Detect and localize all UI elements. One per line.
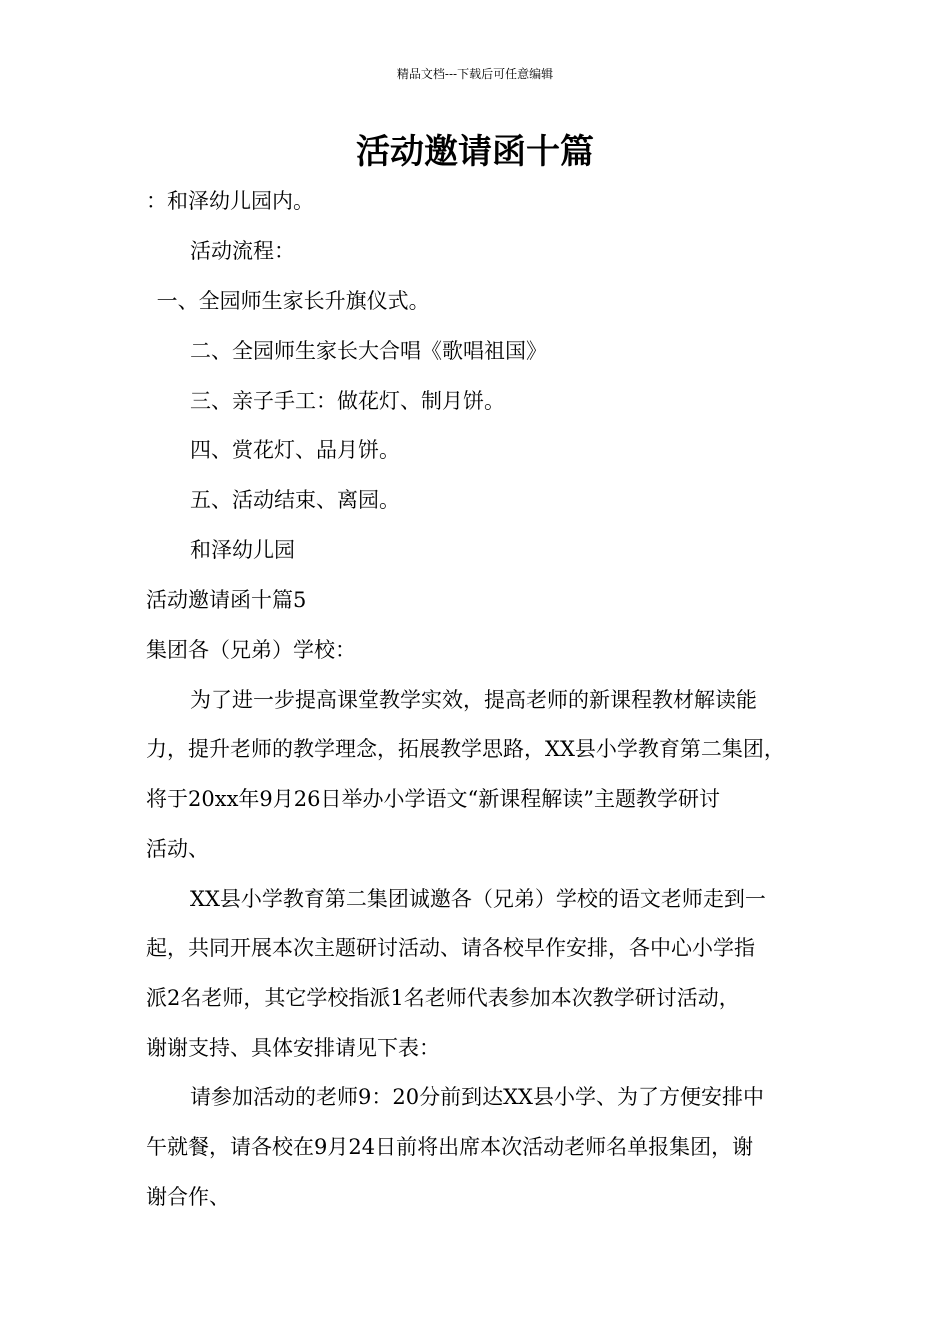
text-line: XX县小学教育第二集团诚邀各（兄弟）学校的语文老师走到一 [190,887,766,911]
text-line: 午就餐，请各校在9月24日前将出席本次活动老师名单报集团，谢 [146,1135,754,1159]
document-title: 活动邀请函十篇 [356,132,594,172]
list-item: 三、亲子手工：做花灯、制月饼。 [190,389,505,413]
text-line: 谢合作、 [146,1185,230,1209]
text-line: 谢谢支持、具体安排请见下表： [146,1036,440,1060]
section-heading: 活动邀请函十篇5 [146,588,307,612]
list-item: 一、全园师生家长升旗仪式。 [150,289,430,313]
text-line: 活动、 [146,837,209,861]
text-line: 活动流程： [190,239,295,263]
page-header: 精品文档---下载后可任意编辑 [396,67,554,81]
list-item: 四、赏花灯、品月饼。 [190,438,400,462]
list-item: 二、全园师生家长大合唱《歌唱祖国》 [190,339,547,363]
text-line: 起，共同开展本次主题研讨活动、请各校早作安排，各中心小学指 [146,936,755,960]
signature-line: 和泽幼儿园 [190,538,295,562]
text-line: 派2名老师，其它学校指派1名老师代表参加本次教学研讨活动， [146,986,740,1010]
text-line: 将于20xx年9月26日举办小学语文“新课程解读”主题教学研讨 [146,787,720,811]
list-item: 五、活动结束、离园。 [190,488,400,512]
text-line: ：和泽幼儿园内。 [146,189,314,213]
salutation: 集团各（兄弟）学校： [146,638,356,662]
text-line: 请参加活动的老师9：20分前到达XX县小学、为了方便安排中 [190,1085,764,1109]
text-line: 为了进一步提高课堂教学实效，提高老师的新课程教材解读能 [190,688,757,712]
text-line: 力，提升老师的教学理念，拓展教学思路，XX县小学教育第二集团， [146,737,785,761]
